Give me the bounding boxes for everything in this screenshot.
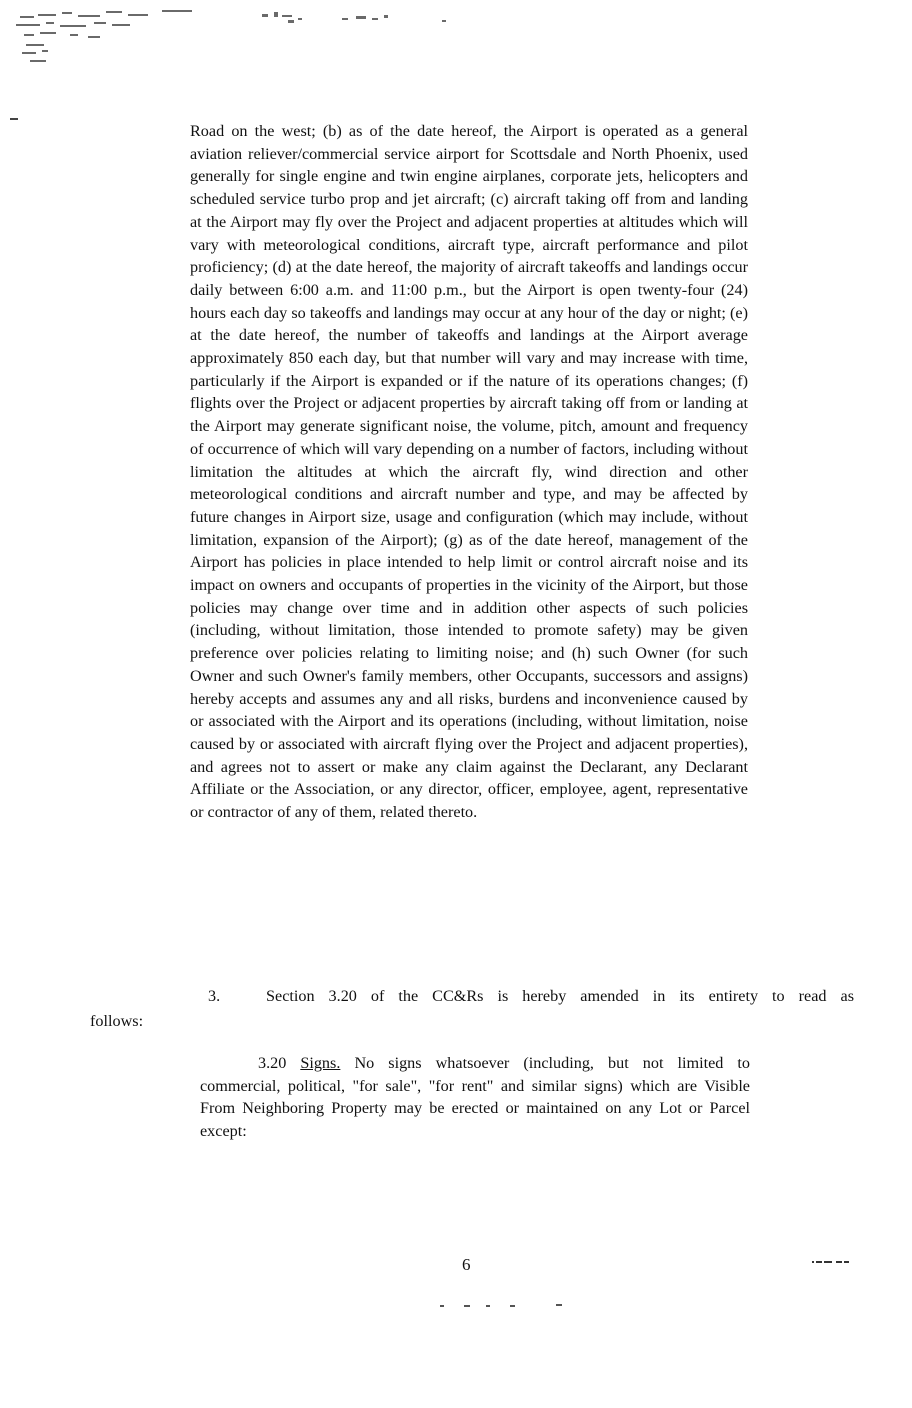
signs-heading: Signs. — [300, 1054, 341, 1072]
airport-disclosure-paragraph: Road on the west; (b) as of the date hereof, the Airport is operated as a general aviation reliever/commercial service airport for Scottsdale and North Phoenix, used generally for single engine and twin engine airplanes, corporate jets, helicopters and scheduled service turbo prop and jet aircraft; (c) aircraft taking off from and landing at the Airport may fly over the Project and adjacent properties at altitudes which will vary with meteorological conditions, aircraft type, aircraft performance and pilot proficiency; (d) at the date hereof, the majority of aircraft takeoffs and landings occur daily between 6:00 a.m. and 11:00 p.m., but the Airport is open twenty-four (24) hours each day so takeoffs and landings may occur at any hour of the day or night; (e) at the date hereof, the number of takeoffs and landings at the Airport average approximately 850 each day, but that number will vary and may increase with time, particularly if the Airport is expanded or if the nature of its operations changes; (f) flights over the Project or adjacent properties by aircraft taking off from or landing at the Airport may generate significant noise, the volume, pitch, amount and frequency of occurrence of which will vary depending on a number of factors, including without limitation the altitudes at which the aircraft fly, wind direction and other meteorological conditions and aircraft number and type, and may be affected by future changes in Airport size, usage and configuration (which may include, without limitation, expansion of the Airport); (g) as of the date hereof, management of the Airport has policies in place intended to help limit or control aircraft noise and its impact on owners and occupants of properties in the vicinity of the Airport, but those policies may change over time and in addition other aspects of such policies (including, without limitation, those intended to promote safety) may be given preference over policies relating to limiting noise; and (h) such Owner (for such Owner and such Owner's family members, other Occupants, successors and assigns) hereby accepts and assumes any and all risks, burdens and inconvenience caused by or associated with the Airport and its operations (including, without limitation, noise caused by or associated with aircraft flying over the Project and adjacent properties), and agrees not to assert or make any claim against the Declarant, any Declarant Affiliate or the Association, or any director, officer, employee, agent, representative or contractor of any of them, related thereto. — [190, 122, 748, 822]
signs-paragraph — [200, 1052, 750, 1142]
scan-bottom-glyphs — [440, 1303, 570, 1309]
signs-text: No signs whatsoever (including, but not limited to commercial, political, "for sale", "for rent" and similar signs) which are Visible From Neighboring Property may be erected or maintained on any Lot or Parcel except: — [200, 1054, 751, 1140]
section-3-line — [208, 985, 854, 1007]
page-number: 6 — [462, 1255, 471, 1274]
scan-stray-mark — [10, 118, 18, 120]
scan-noise-graphic — [12, 6, 452, 76]
section-number: 3. — [208, 987, 221, 1005]
scan-bottom-marks — [440, 1303, 570, 1309]
document-code-glyphs — [812, 1260, 852, 1264]
section-amendment-text: Section 3.20 of the CC&Rs is hereby amended in its entirety to read as — [266, 987, 854, 1005]
document-code-mark — [812, 1260, 852, 1266]
signs-section-number: 3.20 — [258, 1054, 287, 1072]
scan-noise-marks — [12, 6, 452, 76]
follows-text: follows: — [90, 1012, 144, 1030]
